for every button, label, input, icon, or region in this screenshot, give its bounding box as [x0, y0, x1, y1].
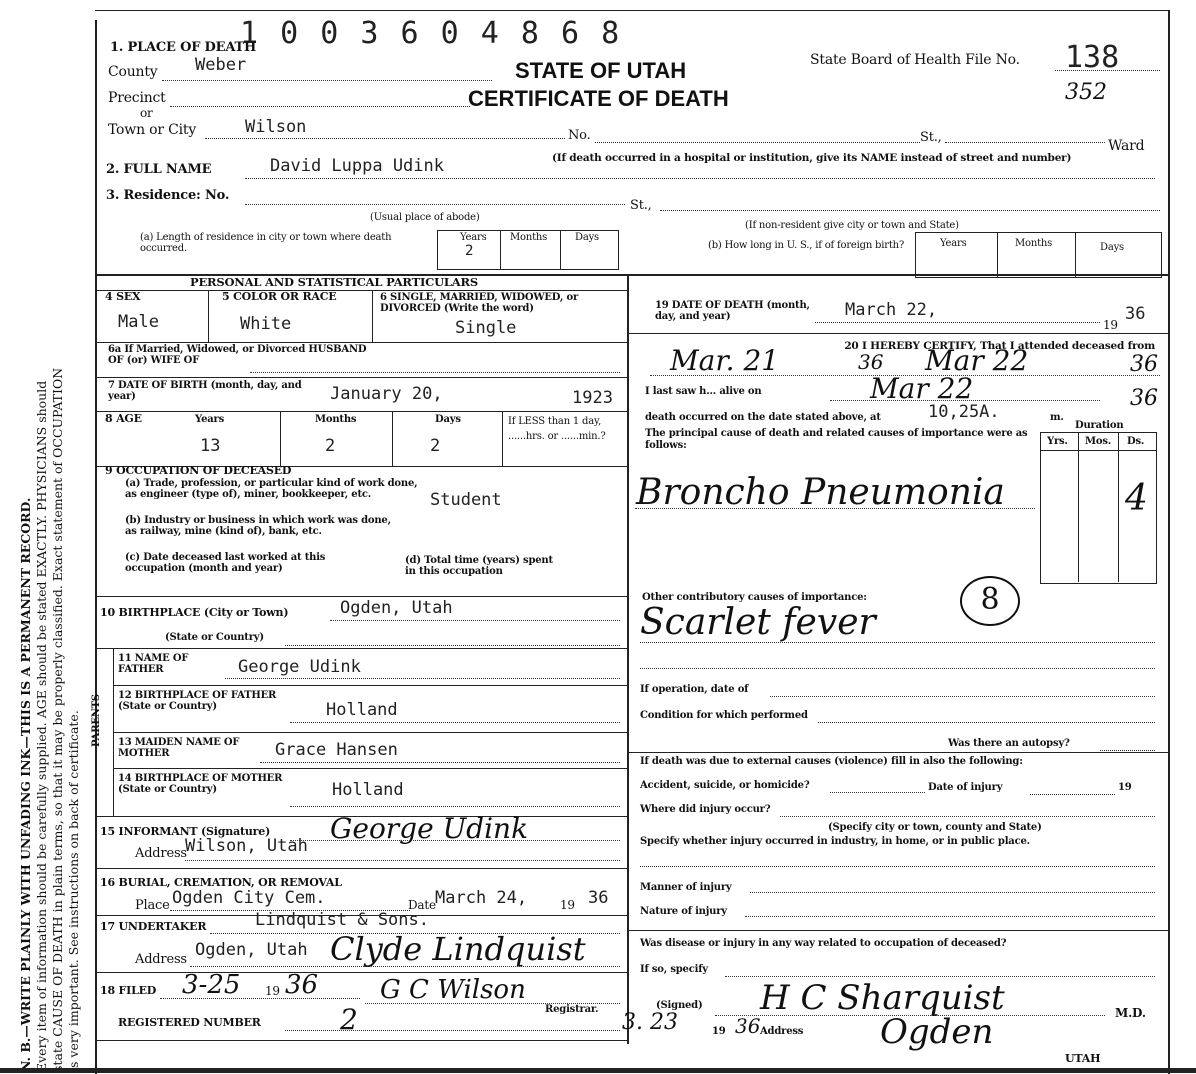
right-border: [1168, 10, 1170, 1074]
place-of-death-label: 1. PLACE OF DEATH: [110, 40, 257, 55]
sign-date: 3. 23: [622, 1010, 678, 1035]
informant-address-value: Wilson, Utah: [185, 836, 308, 856]
dob-year: 1923: [572, 388, 613, 408]
duration-mos-label: Mos.: [1085, 436, 1112, 447]
informant-label: 15 INFORMANT (Signature): [100, 825, 271, 838]
undertaker-label: 17 UNDERTAKER: [100, 920, 207, 933]
undertaker-signature: Clyde Lindquist: [330, 930, 586, 968]
dob-value: January 20,: [330, 384, 443, 404]
md-label: M.D.: [1115, 1006, 1146, 1020]
residence-days-label: Days: [575, 232, 599, 243]
mother-birthplace-label: 14 BIRTHPLACE OF MOTHER (State or Country): [118, 773, 283, 795]
side-note-line: N. B.—WRITE PLAINLY WITH UNFADING INK—THIS IS A PERMANENT RECORD.: [18, 497, 33, 1072]
nature-label: Nature of injury: [640, 906, 727, 917]
sign-year-prefix: 19: [712, 1026, 726, 1037]
father-birthplace-value: Holland: [326, 700, 398, 720]
principal-cause-value: Broncho Pneumonia: [636, 472, 1005, 513]
marital-value: Single: [455, 318, 517, 338]
operation-label: If operation, date of: [640, 684, 749, 695]
father-name-label: 11 NAME OF FATHER: [118, 653, 189, 675]
physician-state: UTAH: [1065, 1052, 1101, 1065]
birthplace-label: 10 BIRTHPLACE (City or Town): [100, 606, 289, 619]
undertaker-name: Lindquist & Sons.: [255, 910, 429, 930]
principal-cause-label: The principal cause of death and related causes of importance were as follows:: [645, 428, 1028, 451]
dob-label: 7 DATE OF BIRTH (month, day, and year): [108, 380, 302, 402]
death-time: 10,25A.: [928, 402, 1000, 422]
residence-st-label: St.,: [630, 198, 652, 213]
age-years-value: 13: [200, 436, 221, 456]
us-days-label: Days: [1100, 242, 1124, 253]
mother-name-label: 13 MAIDEN NAME OF MOTHER: [118, 737, 240, 759]
full-name-label: 2. FULL NAME: [106, 162, 212, 177]
side-note-line: Every item of information should be carefully supplied. AGE should be stated EXACTLY. PHYSICIANS should: [34, 380, 49, 1072]
m-label: m.: [1050, 412, 1064, 423]
registered-number-label: REGISTERED NUMBER: [118, 1016, 261, 1029]
bottom-border: [0, 1068, 1196, 1073]
injury-date-label: Date of injury: [928, 782, 1003, 793]
birthplace-state-label: (State or Country): [165, 632, 264, 643]
attended-to-year: 36: [1130, 352, 1158, 377]
color-value: White: [240, 314, 292, 334]
sex-label: 4 SEX: [105, 290, 141, 303]
accident-label: Accident, suicide, or homicide?: [640, 780, 810, 791]
top-border: [95, 10, 1170, 11]
st-label: St.,: [920, 130, 942, 145]
filed-label: 18 FILED: [100, 984, 157, 997]
last-saw-year: 36: [1130, 386, 1158, 411]
burial-date-label: Date: [408, 898, 436, 912]
undertaker-address-value: Ogden, Utah: [195, 940, 308, 960]
full-name-value: David Luppa Udink: [270, 156, 444, 176]
serial-number: 1 0 0 3 6 0 4 8 6 8: [240, 16, 622, 51]
filed-year: 36: [285, 970, 319, 1000]
mother-birthplace-value: Holland: [332, 780, 404, 800]
residence-years-label: Years: [460, 232, 487, 243]
death-year-prefix: 19: [1103, 318, 1118, 332]
death-stated-label: death occurred on the date stated above, at: [645, 412, 881, 423]
column-divider: [627, 274, 629, 1044]
burial-place-label: Place: [135, 898, 170, 913]
nonresident-note: (If non-resident give city or town and State): [745, 220, 959, 231]
marital-label: 6 SINGLE, MARRIED, WIDOWED, or DIVORCED (Write the word): [380, 292, 579, 314]
last-saw-date: Mar 22: [870, 372, 974, 405]
physician-address-label: Address: [760, 1026, 804, 1037]
physician-address: Ogden: [880, 1012, 994, 1052]
occupation-label: 9 OCCUPATION OF DECEASED: [105, 464, 292, 477]
where-injury-label: Where did injury occur?: [640, 804, 771, 815]
registered-number-value: 2: [340, 1003, 358, 1036]
color-label: 5 COLOR OR RACE: [222, 290, 337, 303]
certificate-title: CERTIFICATE OF DEATH: [468, 86, 729, 111]
residence-months-label: Months: [510, 232, 548, 243]
other-causes-label: Other contributory causes of importance:: [642, 592, 867, 603]
occupation-value: Student: [430, 490, 502, 510]
occupation-a: (a) Trade, profession, or particular kind of work done, as engineer (type of), miner, bookkeeper, etc.: [125, 478, 418, 500]
duration-label: Duration: [1075, 420, 1124, 431]
informant-signature: George Udink: [330, 812, 529, 845]
age-months-value: 2: [325, 436, 336, 456]
mother-name-value: Grace Hansen: [275, 740, 398, 760]
side-note-line: is very important. See instructions on back of certificate.: [66, 710, 81, 1072]
age-days-value: 2: [430, 436, 441, 456]
death-date-label: 19 DATE OF DEATH (month, day, and year): [655, 300, 810, 322]
attended-from-year: 36: [858, 350, 884, 374]
side-note-line: state CAUSE OF DEATH in plain terms, so that it may be properly classified. Exact statement of OCCUPATION: [50, 367, 65, 1072]
file-no-label: State Board of Health File No.: [810, 52, 1020, 68]
specify-industry-label: Specify whether injury occurred in industry, in home, or in public place.: [640, 836, 1030, 847]
or-label: or: [140, 106, 153, 120]
other-causes-value: Scarlet fever: [640, 602, 876, 643]
burial-year-prefix: 19: [560, 898, 575, 912]
informant-address-label: Address: [135, 846, 187, 861]
burial-label: 16 BURIAL, CREMATION, OR REMOVAL: [100, 876, 342, 889]
hospital-note: (If death occurred in a hospital or institution, give its NAME instead of street and number): [552, 152, 1072, 164]
sex-value: Male: [118, 312, 159, 332]
less-than-label: If LESS than 1 day, ......hrs. or ......min.?: [508, 416, 606, 442]
father-birthplace-label: 12 BIRTHPLACE OF FATHER (State or Country): [118, 690, 277, 712]
side-note: [18, 32, 82, 1072]
autopsy-label: Was there an autopsy?: [948, 738, 1070, 749]
personal-heading: PERSONAL AND STATISTICAL PARTICULARS: [190, 275, 478, 289]
sign-year: 36: [735, 1014, 761, 1038]
principal-cause-days: 4: [1125, 478, 1148, 519]
age-label: 8 AGE: [105, 412, 142, 425]
length-residence-label: (a) Length of residence in city or town where death occurred.: [140, 232, 392, 254]
registrar-signature: G C Wilson: [380, 975, 526, 1005]
undertaker-address-label: Address: [135, 952, 187, 967]
spouse-label: 6a If Married, Widowed, or Divorced HUSBAND OF (or) WIFE OF: [108, 344, 367, 366]
registrar-label: Registrar.: [545, 1004, 599, 1015]
other-causes-days: 8: [960, 576, 1020, 626]
injury-year-label: 19: [1118, 782, 1132, 793]
filed-date: 3-25: [182, 970, 241, 1000]
physician-signature: H C Sharquist: [760, 978, 1005, 1018]
file-no-secondary: 352: [1065, 80, 1107, 105]
if-so-label: If so, specify: [640, 964, 708, 975]
father-name-value: George Udink: [238, 657, 361, 677]
residence-years-value: 2: [465, 243, 474, 259]
ward-label: Ward: [1108, 138, 1145, 154]
us-length-label: (b) How long in U. S., if of foreign birth?: [708, 240, 905, 251]
us-years-label: Years: [940, 238, 967, 249]
usual-abode-note: (Usual place of abode): [370, 212, 480, 223]
us-months-label: Months: [1015, 238, 1053, 249]
parents-side-label: PARENTS: [90, 694, 102, 747]
town-value: Wilson: [245, 117, 307, 137]
death-date-value: March 22,: [845, 300, 938, 320]
age-months-label: Months: [315, 414, 357, 425]
town-label: Town or City: [108, 122, 197, 138]
occupation-related-label: Was disease or injury in any way related to occupation of deceased?: [640, 938, 1007, 949]
duration-yrs-label: Yrs.: [1047, 436, 1068, 447]
state-title: STATE OF UTAH: [515, 58, 687, 83]
external-causes-label: If death was due to external causes (violence) fill in also the following:: [640, 756, 1023, 767]
condition-label: Condition for which performed: [640, 710, 808, 721]
age-years-label: Years: [195, 414, 225, 425]
last-saw-label: I last saw h... alive on: [645, 386, 762, 397]
manner-label: Manner of injury: [640, 882, 732, 893]
occupation-d: (d) Total time (years) spent in this occupation: [405, 555, 553, 577]
attended-to: Mar 22: [925, 344, 1029, 377]
specify-city-label: (Specify city or town, county and State): [828, 822, 1042, 833]
burial-place-value: Ogden City Cem.: [172, 888, 326, 908]
county-value: Weber: [195, 55, 247, 75]
duration-ds-label: Ds.: [1127, 436, 1145, 447]
burial-year-value: 36: [588, 888, 609, 908]
filed-year-prefix: 19: [265, 984, 280, 998]
residence-label: 3. Residence: No.: [106, 188, 230, 203]
signed-label: (Signed): [656, 1000, 703, 1011]
occupation-b: (b) Industry or business in which work was done, as railway, mine (kind of), bank, etc.: [125, 515, 391, 537]
county-label: County: [108, 64, 158, 80]
burial-date-value: March 24,: [435, 888, 528, 908]
precinct-label: Precinct: [108, 90, 166, 106]
no-label: No.: [568, 128, 591, 143]
certify-label: 20 I HEREBY CERTIFY, That I attended deceased from: [844, 340, 1155, 352]
occupation-c: (c) Date deceased last worked at this occupation (month and year): [125, 552, 326, 574]
file-no: 138: [1065, 40, 1120, 75]
birthplace-value: Ogden, Utah: [340, 598, 453, 618]
death-year-value: 36: [1125, 304, 1146, 324]
attended-from: Mar. 21: [670, 344, 780, 377]
age-days-label: Days: [435, 414, 461, 425]
